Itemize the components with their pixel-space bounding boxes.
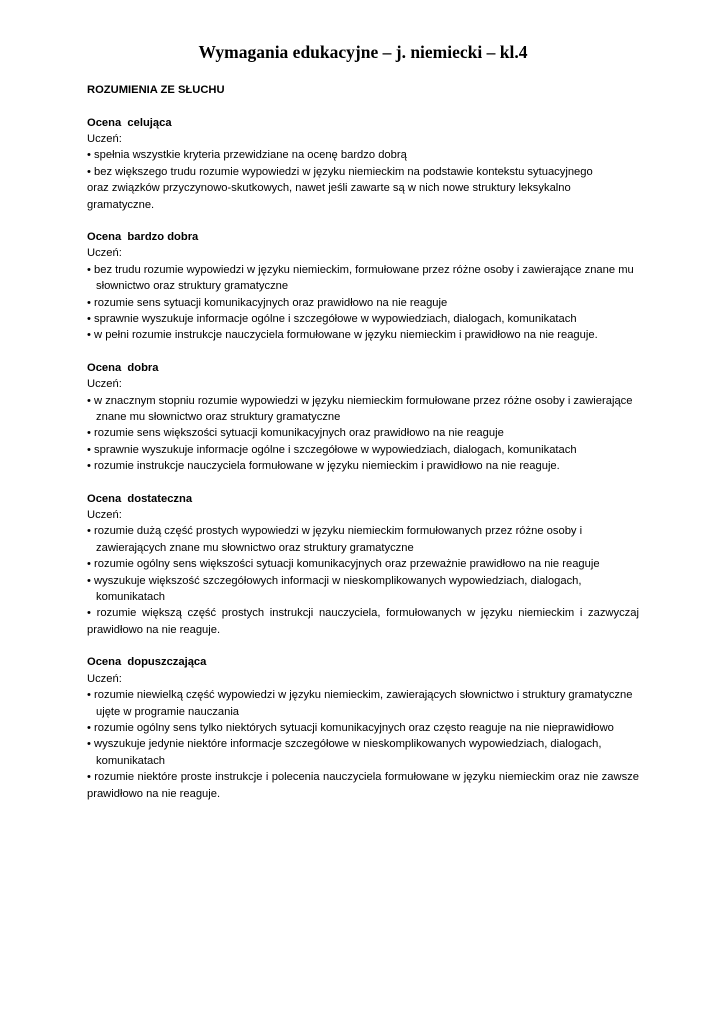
requirements-list	[87, 147, 639, 213]
grade-heading: Ocena celująca	[87, 116, 172, 129]
list-item: • rozumie ogólny sens większości sytuacji komunikacyjnych oraz przeważnie prawidłowo na nie reaguje	[87, 558, 600, 571]
student-label: Uczeń:	[87, 672, 122, 685]
requirements-list	[87, 523, 639, 638]
requirements-list	[87, 262, 639, 344]
list-item: • w pełni rozumie instrukcje nauczyciela formułowane w języku niemieckim i prawidłowo na nie reaguje.	[87, 329, 598, 342]
list-item: • rozumie ogólny sens tylko niektórych sytuacji komunikacyjnych oraz często reaguje na nie nieprawidłowo	[87, 721, 614, 734]
requirements-list	[87, 687, 639, 802]
list-item: • wyszukuje większość szczegółowych informacji w nieskomplikowanych wypowiedziach, dialogach, komunikatach	[87, 574, 582, 604]
requirements-list	[87, 393, 639, 475]
document-title: Wymagania edukacyjne – j. niemiecki – kl.4	[198, 42, 528, 62]
grade-section-bardzo-dobra	[87, 229, 639, 344]
student-label: Uczeń:	[87, 247, 122, 260]
grade-heading: Ocena dostateczna	[87, 492, 193, 505]
list-item: • spełnia wszystkie kryteria przewidziane na ocenę bardzo dobrą	[87, 149, 407, 162]
list-item: • rozumie sens większości sytuacji komunikacyjnych oraz prawidłowo na nie reaguje	[87, 427, 504, 440]
student-label: Uczeń:	[87, 132, 122, 145]
grade-heading: Ocena bardzo dobra	[87, 230, 199, 243]
list-item: • sprawnie wyszukuje informacje ogólne i szczegółowe w wypowiedziach, dialogach, komunikatach	[87, 443, 577, 456]
list-item: • w znacznym stopniu rozumie wypowiedzi w języku niemieckim formułowane przez różne osoby i zawierające znane mu słownictwo oraz struktury gramatyczne	[87, 394, 633, 423]
list-item: • rozumie sens sytuacji komunikacyjnych oraz prawidłowo na nie reaguje	[87, 296, 448, 309]
grade-section-dopuszczajaca	[87, 654, 639, 802]
grade-section-celujaca	[87, 115, 639, 213]
list-item: • sprawnie wyszukuje informacje ogólne i szczegółowe w wypowiedziach, dialogach, komunikatach	[87, 312, 577, 325]
grade-heading: Ocena dopuszczająca	[87, 656, 207, 669]
student-label: Uczeń:	[87, 378, 122, 391]
list-item: • bez trudu rozumie wypowiedzi w języku niemieckim, formułowane przez różne osoby i zawierające znane mu słownictwo oraz struktury gramatyczne	[87, 263, 634, 293]
list-item: • rozumie dużą część prostych wypowiedzi w języku niemieckim formułowanych przez różne osoby i zawierających znane mu słownictwo oraz struktury gramatyczne	[87, 525, 583, 554]
grade-heading: Ocena dobra	[87, 361, 159, 374]
list-item: • rozumie większą część prostych instrukcji nauczyciela, formułowanych w języku niemieckim i zazwyczaj prawidłowo na nie reaguje.	[87, 607, 639, 636]
grade-section-dostateczna	[87, 491, 639, 639]
list-item: • rozumie niewielką część wypowiedzi w języku niemieckim, zawierających słownictwo i struktury gramatyczne ujęte w programie nauczania	[87, 689, 633, 718]
list-item: • bez większego trudu rozumie wypowiedzi w języku niemieckim na podstawie kontekstu sytuacyjnego	[87, 165, 593, 178]
section-title: ROZUMIENIA ZE SŁUCHU	[87, 84, 225, 96]
student-label: Uczeń:	[87, 509, 122, 522]
document-page	[87, 40, 639, 818]
list-item: • wyszukuje jedynie niektóre informacje szczegółowe w nieskomplikowanych wypowiedziach, dialogach, komunikatach	[87, 738, 602, 767]
list-item: • rozumie niektóre proste instrukcje i polecenia nauczyciela formułowane w języku niemieckim oraz nie zawsze prawidłowo na nie reaguje.	[87, 771, 639, 800]
list-item-continuation: oraz związków przyczynowo-skutkowych, nawet jeśli zawarte są w nich nowe struktury leksykalno gramatyczne.	[87, 182, 571, 211]
grade-section-dobra	[87, 360, 639, 475]
list-item: • rozumie instrukcje nauczyciela formułowane w języku niemieckim i prawidłowo na nie reaguje.	[87, 460, 560, 473]
